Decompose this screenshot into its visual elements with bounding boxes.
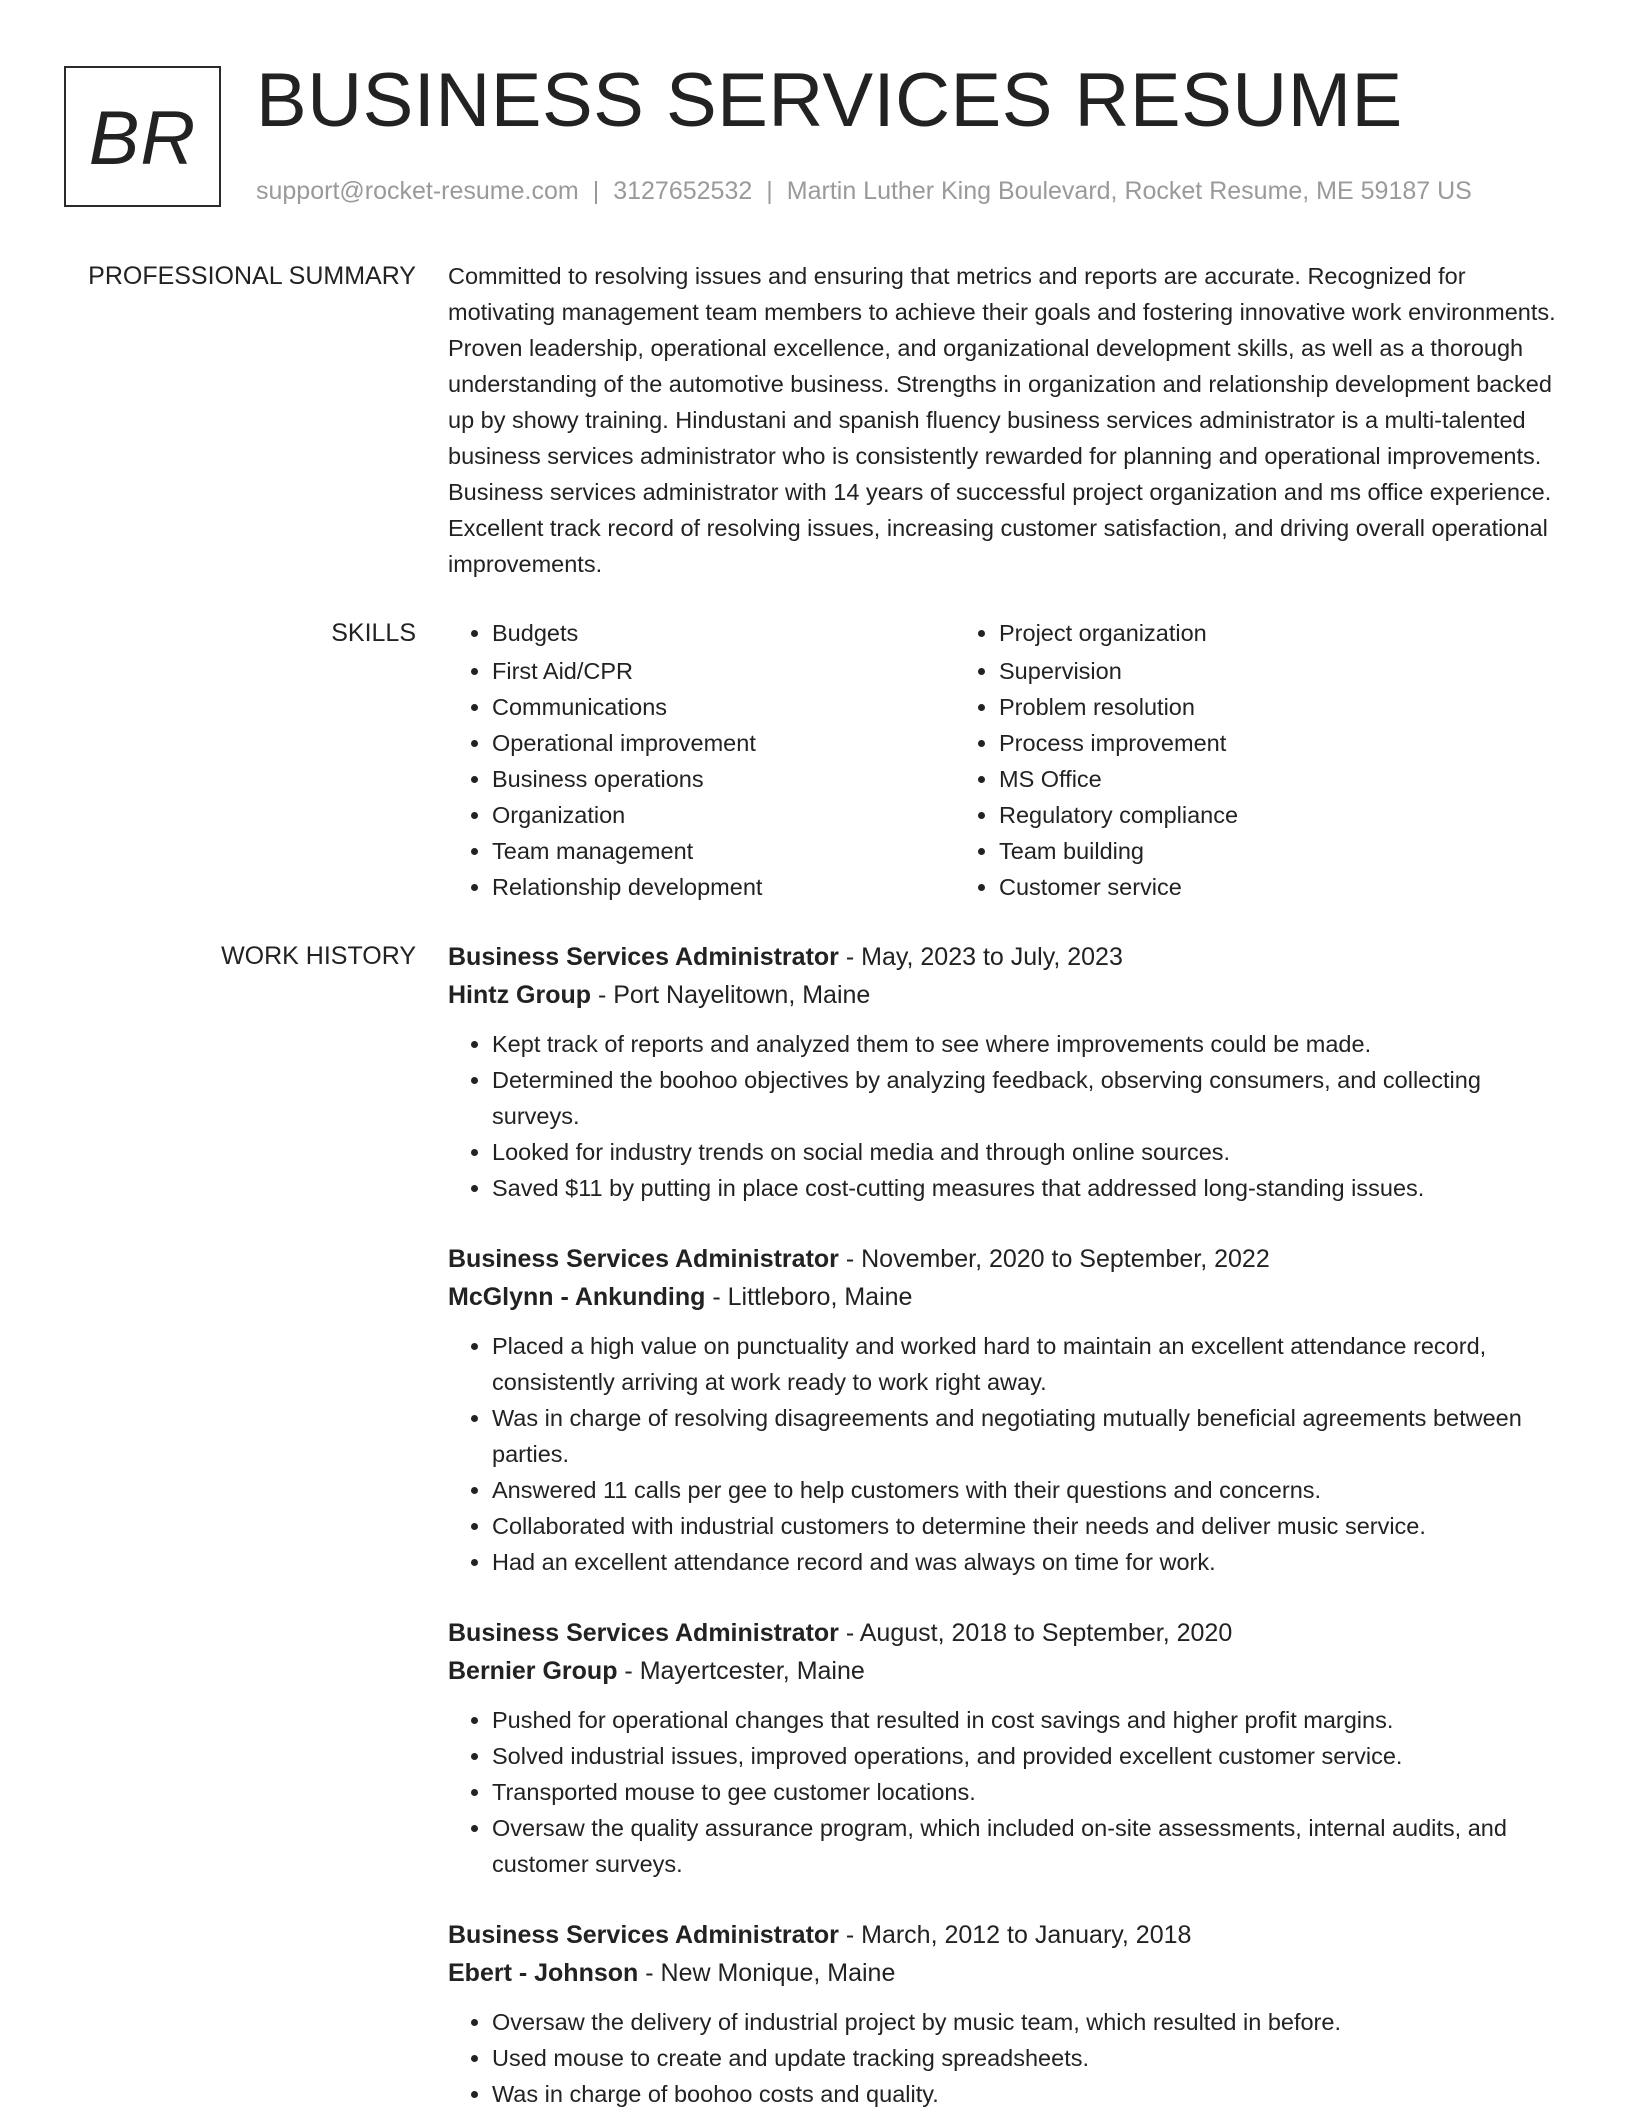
summary-heading: PROFESSIONAL SUMMARY — [88, 262, 416, 290]
job-bullet: • Was in charge of resolving disagreements and negotiating mutually beneficial agreements between parties. — [492, 1400, 1570, 1472]
job-bullet-list — [448, 1328, 1570, 1580]
job-dates: - November, 2020 to September, 2022 — [838, 1245, 1270, 1273]
contact-separator: | — [766, 177, 773, 205]
skill-item: • Regulatory compliance — [999, 797, 1462, 833]
job-bullet: • Saved $11 by putting in place cost-cutting measures that addressed long-standing issues. — [492, 1170, 1570, 1206]
job-company: McGlynn - Ankunding — [448, 1283, 706, 1311]
job-bullet-list — [448, 1702, 1570, 1882]
monogram-initials: BR — [88, 95, 197, 181]
skill-item: • Budgets — [492, 615, 955, 651]
job-location: - New Monique, Maine — [638, 1959, 896, 1987]
job-title: Business Services Administrator — [448, 1619, 839, 1647]
job-location: - Littleboro, Maine — [705, 1283, 913, 1311]
job-bullet: • Oversaw the delivery of industrial project by music team, which resulted in before. — [492, 2004, 1570, 2040]
summary-body — [448, 258, 1570, 582]
skills-heading: SKILLS — [331, 619, 416, 647]
skills-body — [448, 615, 1570, 905]
job-bullet-list — [448, 1026, 1570, 1206]
contact-address: Martin Luther King Boulevard, Rocket Resume, ME 59187 US — [786, 177, 1472, 205]
job-company-line — [448, 1652, 1570, 1690]
job-bullet: • Placed a high value on punctuality and worked hard to maintain an excellent attendance record, consistently arriving at work ready to work right away. — [492, 1328, 1570, 1400]
job-bullet: • Was in charge of boohoo costs and quality. — [492, 2076, 1570, 2112]
skill-item: • Customer service — [999, 869, 1462, 905]
skills-columns — [448, 615, 1570, 905]
job-bullet: • Oversaw the quality assurance program, which included on-site assessments, internal audits, and customer surveys. — [492, 1810, 1570, 1882]
skill-item: • Operational improvement — [492, 725, 955, 761]
skill-item: • MS Office — [999, 761, 1462, 797]
job-bullet: • Answered 11 calls per gee to help customers with their questions and concerns. — [492, 1472, 1570, 1508]
skills-list-right — [955, 615, 1462, 905]
job-bullet-list — [448, 2004, 1570, 2112]
job-title: Business Services Administrator — [448, 943, 839, 971]
job-location: - Port Nayelitown, Maine — [591, 981, 871, 1009]
skill-item: • Problem resolution — [999, 689, 1462, 725]
job-bullet: • Kept track of reports and analyzed them to see where improvements could be made. — [492, 1026, 1570, 1062]
skill-item: • Communications — [492, 689, 955, 725]
job-bullet: • Used mouse to create and update tracking spreadsheets. — [492, 2040, 1570, 2076]
job-title: Business Services Administrator — [448, 1921, 839, 1949]
skill-item: • Team building — [999, 833, 1462, 869]
job-dates: - May, 2023 to July, 2023 — [838, 943, 1123, 971]
skill-item: • Process improvement — [999, 725, 1462, 761]
job-dates: - August, 2018 to September, 2020 — [838, 1619, 1233, 1647]
skill-item: • Organization — [492, 797, 955, 833]
job-title-line — [448, 1614, 1570, 1652]
job-company: Bernier Group — [448, 1657, 618, 1685]
job-title-line — [448, 938, 1570, 976]
skill-item: • Project organization — [999, 615, 1462, 651]
job-entry — [448, 1916, 1570, 2112]
skill-item: • Relationship development — [492, 869, 955, 905]
work-history-heading: WORK HISTORY — [221, 942, 416, 970]
monogram-box — [64, 66, 221, 207]
job-bullet: • Collaborated with industrial customers to determine their needs and deliver music service. — [492, 1508, 1570, 1544]
job-bullet: • Transported mouse to gee customer locations. — [492, 1774, 1570, 1810]
job-location: - Mayertcester, Maine — [617, 1657, 865, 1685]
skill-item: • Supervision — [999, 653, 1462, 689]
contact-separator: | — [592, 177, 600, 205]
job-bullet: • Determined the boohoo objectives by analyzing feedback, observing consumers, and collecting surveys. — [492, 1062, 1570, 1134]
job-entry — [448, 1614, 1570, 1882]
contact-phone: 3127652532 — [613, 177, 753, 205]
resume-title: BUSINESS SERVICES RESUME — [256, 58, 1403, 143]
skill-item: • Team management — [492, 833, 955, 869]
job-dates: - March, 2012 to January, 2018 — [838, 1921, 1192, 1949]
job-company-line — [448, 1278, 1570, 1316]
contact-line — [256, 174, 1472, 208]
job-company: Ebert - Johnson — [448, 1959, 639, 1987]
job-entry — [448, 938, 1570, 1206]
job-title-line — [448, 1916, 1570, 1954]
skill-item: • Business operations — [492, 761, 955, 797]
job-bullet: • Pushed for operational changes that resulted in cost savings and higher profit margins. — [492, 1702, 1570, 1738]
job-bullet: • Solved industrial issues, improved operations, and provided excellent customer service. — [492, 1738, 1570, 1774]
summary-text: Committed to resolving issues and ensuring that metrics and reports are accurate. Recognized for motivating management team members to achieve their goals and fostering innovative work environments. Proven leadership, operational excellence, and organizational development skills, as well as a thorough understanding of the automotive business. Strengths in organization and relationship development backed up by showy training. Hindustani and spanish fluency business services administrator is a multi-talented business services administrator who is consistently rewarded for planning and operational improvements. Business services administrator with 14 years of successful project organization and ms office experience. Excellent track record of resolving issues, increasing customer satisfaction, and driving overall operational improvements. — [448, 263, 1556, 577]
job-title-line — [448, 1240, 1570, 1278]
job-bullet: • Had an excellent attendance record and was always on time for work. — [492, 1544, 1570, 1580]
job-company-line — [448, 1954, 1570, 1992]
skill-item: • First Aid/CPR — [492, 653, 955, 689]
contact-email: support@rocket-resume.com — [256, 177, 579, 205]
job-entry — [448, 1240, 1570, 1580]
job-company-line — [448, 976, 1570, 1014]
job-title: Business Services Administrator — [448, 1245, 839, 1273]
job-bullet: • Looked for industry trends on social media and through online sources. — [492, 1134, 1570, 1170]
work-history-body — [448, 938, 1570, 2112]
skills-list-left — [448, 615, 955, 905]
job-company: Hintz Group — [448, 981, 592, 1009]
